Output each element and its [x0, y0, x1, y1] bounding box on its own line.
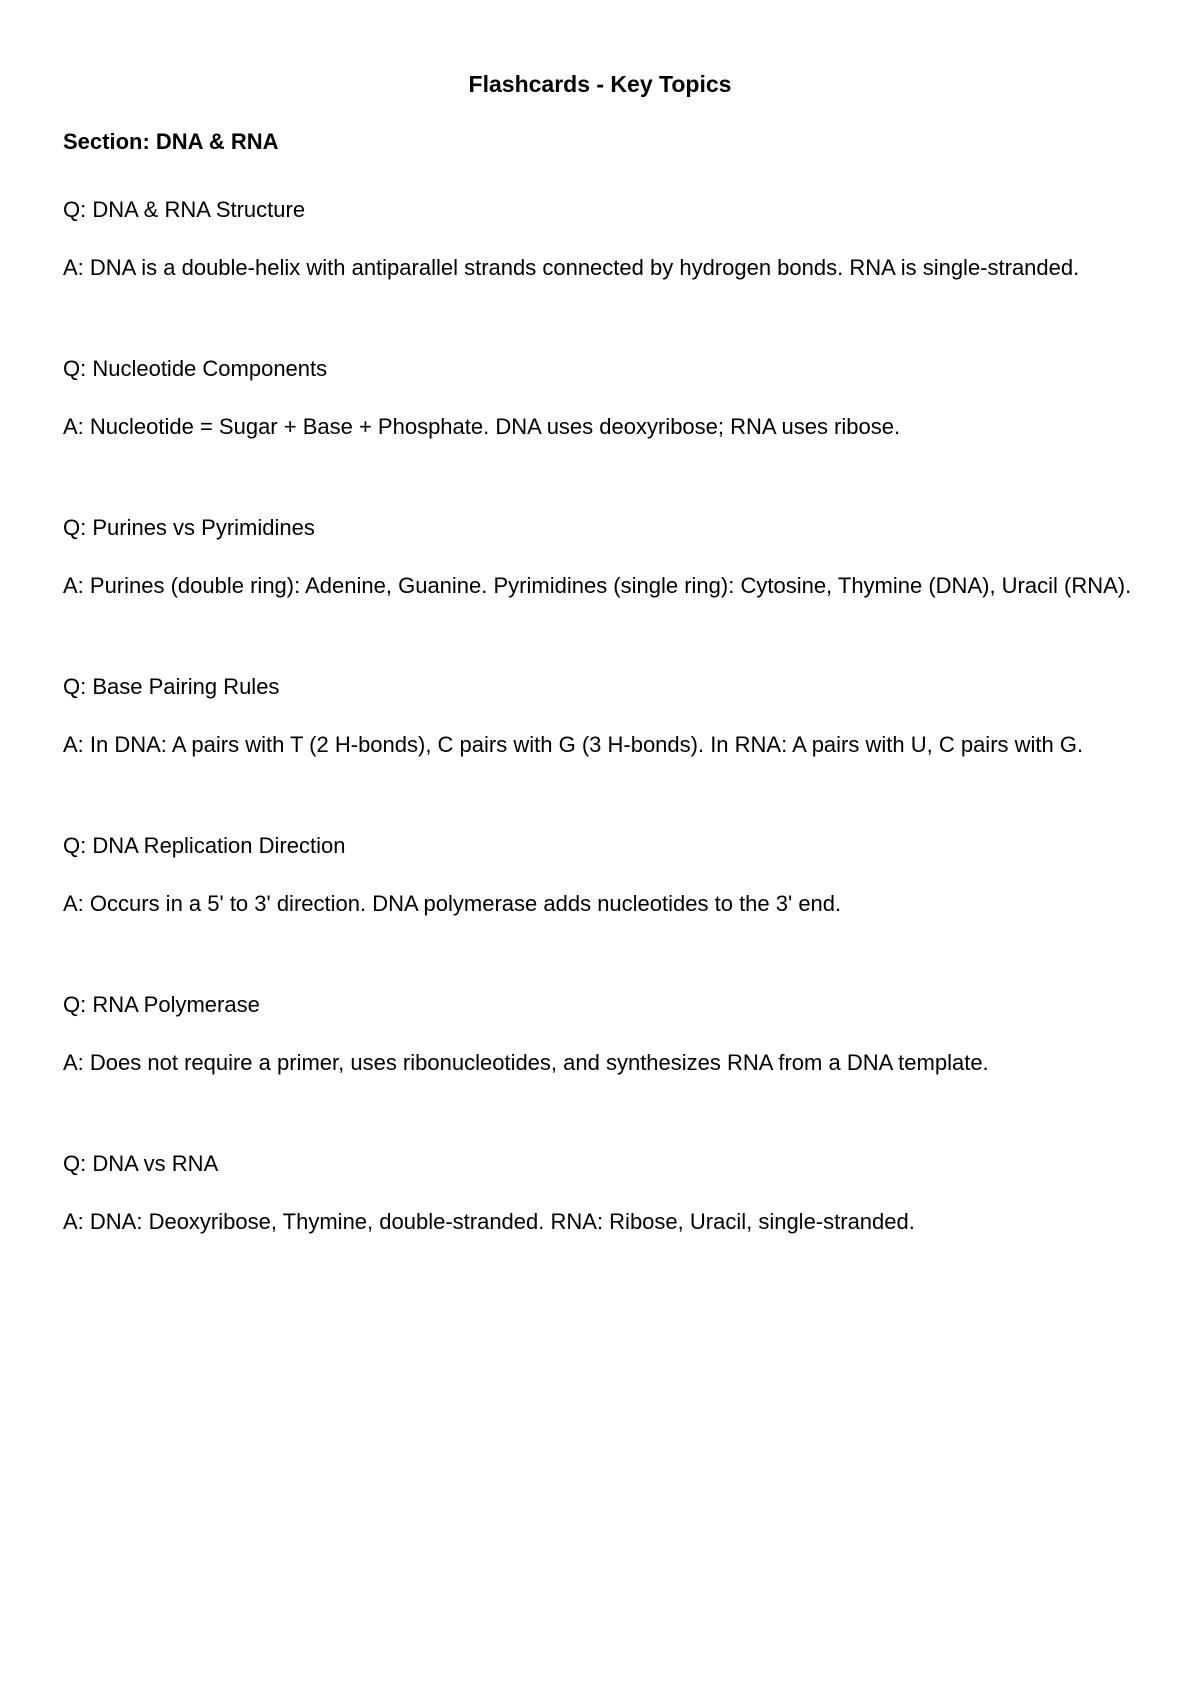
- flashcard: [63, 1150, 1139, 1251]
- flashcard-answer: A: DNA: Deoxyribose, Thymine, double-stranded. RNA: Ribose, Uracil, single-stranded.: [63, 1209, 915, 1234]
- flashcard-question: Q: DNA Replication Direction: [63, 833, 346, 858]
- flashcard: [63, 991, 1139, 1092]
- flashcard-question: Q: DNA & RNA Structure: [63, 197, 306, 222]
- section-heading: Section: DNA & RNA: [63, 129, 279, 154]
- flashcard-answer: A: In DNA: A pairs with T (2 H-bonds), C pairs with G (3 H-bonds). In RNA: A pairs with U, C pairs with G.: [63, 732, 1084, 757]
- flashcard-answer: A: Nucleotide = Sugar + Base + Phosphate. DNA uses deoxyribose; RNA uses ribose.: [63, 414, 901, 439]
- flashcard-answer: A: DNA is a double-helix with antiparallel strands connected by hydrogen bonds. RNA is single-stranded.: [63, 255, 1080, 280]
- flashcard-question: Q: DNA vs RNA: [63, 1151, 219, 1176]
- flashcard: [63, 355, 1139, 456]
- flashcard: [63, 673, 1139, 774]
- flashcard: [63, 832, 1139, 933]
- flashcard-answer: A: Occurs in a 5' to 3' direction. DNA polymerase adds nucleotides to the 3' end.: [63, 891, 842, 916]
- flashcard: [63, 514, 1139, 615]
- flashcard-question: Q: Purines vs Pyrimidines: [63, 515, 315, 540]
- flashcard-answer: A: Purines (double ring): Adenine, Guanine. Pyrimidines (single ring): Cytosine, Thymine (DNA), Uracil (RNA).: [63, 573, 1132, 598]
- page-title: Flashcards - Key Topics: [468, 71, 732, 97]
- flashcard-question: Q: Nucleotide Components: [63, 356, 328, 381]
- flashcard: [63, 196, 1139, 297]
- flashcard-answer: A: Does not require a primer, uses ribonucleotides, and synthesizes RNA from a DNA template.: [63, 1050, 989, 1075]
- flashcard-question: Q: RNA Polymerase: [63, 992, 260, 1017]
- flashcard-list: [63, 196, 1139, 1309]
- flashcard-question: Q: Base Pairing Rules: [63, 674, 280, 699]
